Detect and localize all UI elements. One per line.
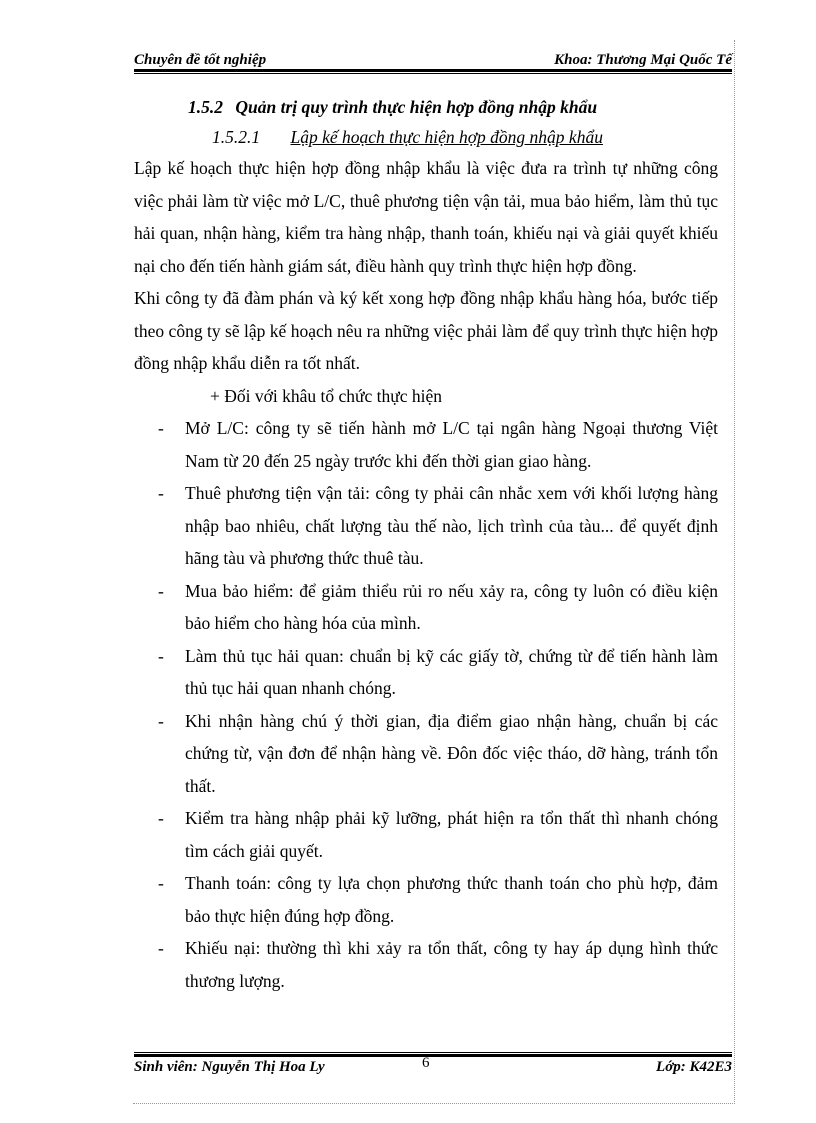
section-title (188, 92, 718, 122)
bullet-marker: - (158, 808, 164, 828)
footer-left: Sinh viên: Nguyễn Thị Hoa Ly (134, 1059, 325, 1075)
list-item (134, 640, 718, 705)
bullet-marker: - (158, 483, 164, 503)
list-item (134, 932, 718, 997)
page-footer (134, 1056, 732, 1078)
header-right: Khoa: Thương Mại Quốc Tế (554, 52, 732, 68)
list-item (134, 575, 718, 640)
bullet-marker: - (158, 645, 164, 666)
section-number: 1.5.2 (188, 97, 223, 117)
list-item (134, 477, 718, 575)
list-item-text: Thuê phương tiện vận tải: công ty phải cân nhắc xem với khối lượng hàng nhập bao nhiêu, chất lượng tàu thế nào, lịch trình của tàu... để quyết định hãng tàu và phương thức thuê tàu. (185, 483, 718, 568)
paragraph: Lập kế hoạch thực hiện hợp đồng nhập khẩu là việc đưa ra trình tự những công việc phải làm từ việc mở L/C, thuê phương tiện vận tải, mua bảo hiểm, làm thủ tục hải quan, nhận hàng, kiểm tra hàng nhập, thanh toán, khiếu nại và giải quyết khiếu nại cho đến tiến hành giám sát, điều hành quy trình thực hiện hợp đồng. (134, 158, 718, 276)
list-item-text: Thanh toán: công ty lựa chọn phương thức thanh toán cho phù hợp, đảm bảo thực hiện đúng hợp đồng. (185, 873, 718, 926)
list-item-text: Làm thủ tục hải quan: chuẩn bị kỹ các giấy tờ, chứng từ để tiến hành làm thủ tục hải quan nhanh chóng. (185, 645, 718, 698)
list-item-text: Mua bảo hiểm: để giảm thiểu rủi ro nếu xảy ra, công ty luôn có điều kiện bảo hiểm cho hàng hóa của mình. (185, 580, 718, 633)
list-item (134, 802, 718, 867)
bullet-marker: - (158, 580, 164, 601)
list-item-text: Khiếu nại: thường thì khi xảy ra tổn thất, công ty hay áp dụng hình thức thương lượng. (185, 938, 718, 991)
bullet-marker: - (158, 418, 164, 438)
bullet-marker: - (158, 710, 164, 731)
section-title-text: Quản trị quy trình thực hiện hợp đồng nhập khẩu (235, 97, 598, 117)
footer-right: Lớp: K42E3 (656, 1059, 732, 1075)
footer-rule-thin (134, 1052, 732, 1053)
list-item (134, 705, 718, 803)
list-item (134, 412, 718, 477)
subsection-title-text: Lập kế hoạch thực hiện hợp đồng nhập khẩu (290, 127, 603, 147)
list-item-text: Khi nhận hàng chú ý thời gian, địa điểm giao nhận hàng, chuẩn bị các chứng từ, vận đơn để nhận hàng về. Đôn đốc việc tháo, dỡ hàng, tránh tổn thất. (185, 710, 718, 796)
subsection-title (212, 122, 718, 152)
header-left: Chuyên đề tốt nghiệp (134, 52, 267, 68)
page-header (134, 49, 732, 69)
subsection-number: 1.5.2.1 (212, 127, 261, 147)
header-rule (134, 69, 732, 72)
bullet-list (134, 412, 718, 997)
paragraph: Khi công ty đã đàm phán và ký kết xong hợp đồng nhập khẩu hàng hóa, bước tiếp theo công ty sẽ lập kế hoạch nêu ra những việc phải làm để quy trình thực hiện hợp đồng nhập khẩu diễn ra tốt nhất. (134, 288, 718, 373)
bullet-marker: - (158, 938, 164, 958)
document-body (134, 92, 718, 997)
bullet-marker: - (158, 873, 164, 893)
list-item-text: Kiểm tra hàng nhập phải kỹ lưỡng, phát hiện ra tổn thất thì nhanh chóng tìm cách giải quyết. (185, 808, 718, 861)
sub-heading: + Đối với khâu tổ chức thực hiện (210, 385, 443, 406)
list-item-text: Mở L/C: công ty sẽ tiến hành mở L/C tại ngân hàng Ngoại thương Việt Nam từ 20 đến 25 ngày trước khi đến thời gian giao hàng. (185, 418, 718, 471)
list-item (134, 867, 718, 932)
header-rule-thin (134, 73, 732, 74)
page-number: 6 (422, 1055, 430, 1071)
